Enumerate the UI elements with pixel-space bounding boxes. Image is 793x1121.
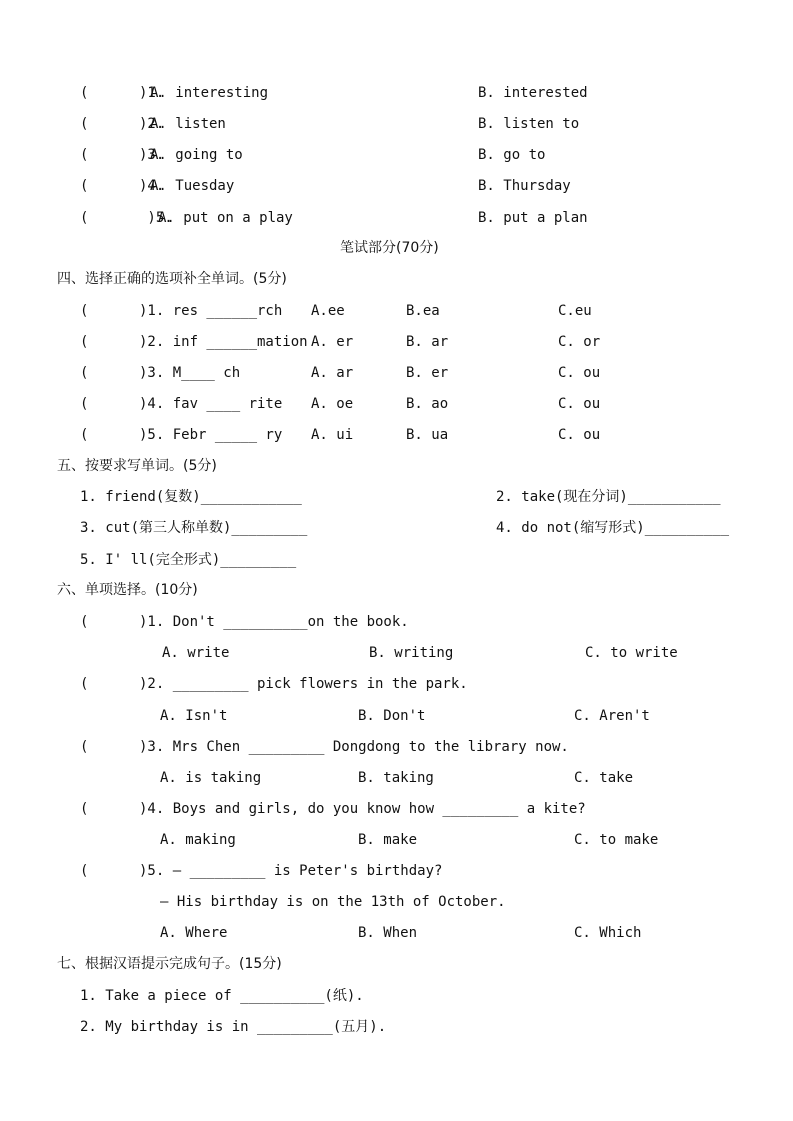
option-a: A. er [311,334,354,350]
option-a: A. is taking [160,770,262,786]
question-number: ( )1. [80,85,165,101]
option-a: A. write [162,645,230,661]
option-c: C. Which [574,925,642,941]
option-a: A. ui [311,427,354,443]
word-item: 4. do not(缩写形式)__________ [496,520,730,536]
option-b: B. interested [478,85,588,101]
question-number: ( )5. [80,210,173,226]
sentence-item: 2. My birthday is in _________(五月). [80,1019,387,1035]
option-b: B. go to [478,147,546,163]
option-a: A. interesting [150,85,269,101]
option-c: C. ou [558,427,601,443]
option-a: A. oe [311,396,354,412]
option-b: B. ao [406,396,449,412]
option-b: B. writing [369,645,454,661]
written-part-title: 笔试部分(70分) [340,240,439,256]
option-b: B.ea [406,303,440,319]
option-b: B. er [406,365,449,381]
option-a: A. Tuesday [150,178,235,194]
option-b: B. ua [406,427,449,443]
option-a: A. put on a play [158,210,293,226]
option-c: C.eu [558,303,592,319]
option-a: A. going to [150,147,243,163]
sentence-item: 1. Take a piece of __________(纸). [80,988,364,1004]
question-stem: ( )5. — _________ is Peter's birthday? [80,863,443,879]
option-b: B. put a plan [478,210,588,226]
question-stem: ( )3. M____ ch [80,365,241,381]
question-stem: ( )1. Don't __________on the book. [80,614,409,630]
word-item: 2. take(现在分词)___________ [496,489,721,505]
question-stem: ( )5. Febr _____ ry [80,427,283,443]
option-b: B. ar [406,334,449,350]
section-heading: 六、单项选择。(10分) [57,582,198,598]
question-answer-line: — His birthday is on the 13th of October. [160,894,506,910]
option-c: C. take [574,770,634,786]
option-a: A. listen [150,116,226,132]
question-number: ( )3. [80,147,165,163]
option-b: B. make [358,832,418,848]
option-c: C. to write [585,645,678,661]
question-stem: ( )3. Mrs Chen _________ Dongdong to the library now. [80,739,569,755]
option-c: C. ou [558,365,601,381]
option-a: A. Isn't [160,708,228,724]
question-stem: ( )4. Boys and girls, do you know how _________ a kite? [80,801,586,817]
option-b: B. Don't [358,708,426,724]
question-number: ( )2. [80,116,165,132]
option-c: C. Aren't [574,708,650,724]
word-item: 3. cut(第三人称单数)_________ [80,520,308,536]
section-heading: 五、按要求写单词。(5分) [57,458,217,474]
option-a: A. Where [160,925,228,941]
section-heading: 四、选择正确的选项补全单词。(5分) [57,271,287,287]
word-item: 1. friend(复数)____________ [80,489,302,505]
option-c: C. to make [574,832,659,848]
question-stem: ( )4. fav ____ rite [80,396,283,412]
word-item: 5. I' ll(完全形式)_________ [80,552,297,568]
question-stem: ( )2. _________ pick flowers in the park. [80,676,468,692]
option-b: B. listen to [478,116,580,132]
question-stem: ( )1. res ______rch [80,303,283,319]
section-heading: 七、根据汉语提示完成句子。(15分) [57,956,282,972]
question-stem: ( )2. inf ______mation [80,334,308,350]
option-a: A. making [160,832,236,848]
option-a: A. ar [311,365,354,381]
question-number: ( )4. [80,178,165,194]
option-c: C. or [558,334,601,350]
option-b: B. When [358,925,418,941]
option-a: A.ee [311,303,345,319]
option-b: B. Thursday [478,178,571,194]
option-c: C. ou [558,396,601,412]
option-b: B. taking [358,770,434,786]
